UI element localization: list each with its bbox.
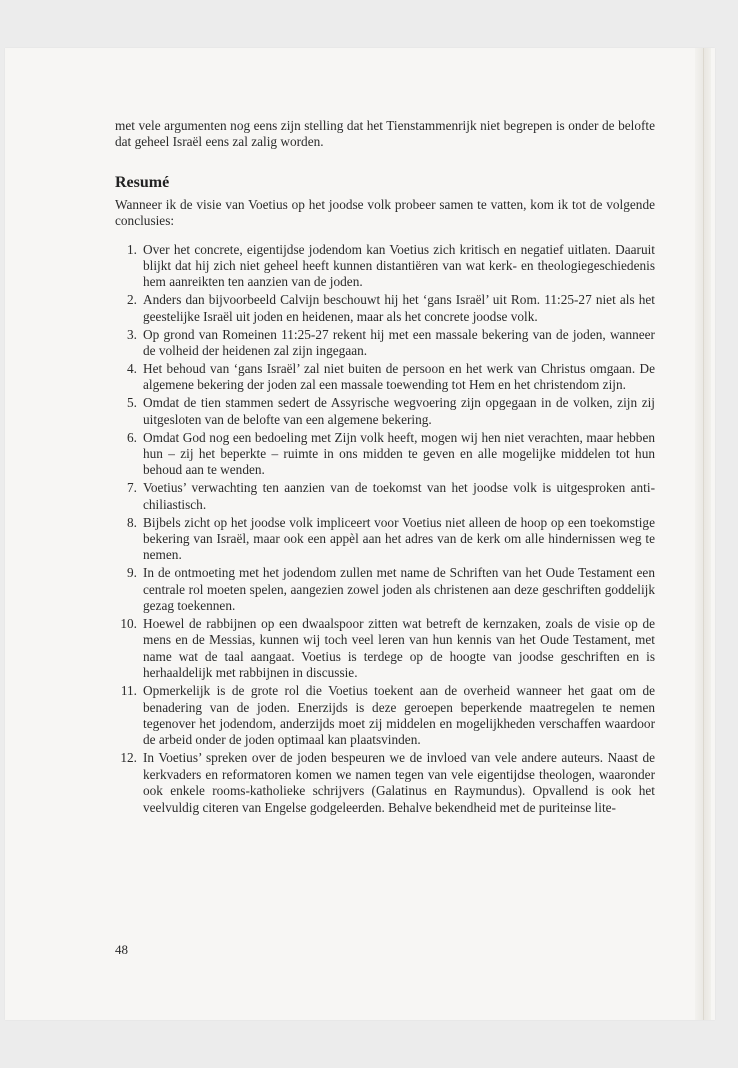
item-number: 11. <box>120 683 137 699</box>
list-item <box>115 565 655 614</box>
item-number: 5. <box>127 395 137 411</box>
list-item <box>115 430 655 479</box>
item-text: Op grond van Romeinen 11:25-27 rekent hij met een massale bekering van de joden, wanneer de volheid der heidenen zal zijn ingegaan. <box>143 326 655 359</box>
item-text: Voetius’ verwachting ten aanzien van de toekomst van het joodse volk is uitgesproken anti-chiliastisch. <box>143 480 655 512</box>
item-number: 6. <box>127 429 137 445</box>
list-item <box>115 327 655 360</box>
item-text: In Voetius’ spreken over de joden bespeuren we de invloed van vele andere auteurs. Naast de kerkvaders en reformatoren komen we namen tegen van vele eigentijdse theologen, waaronder ook enkele rooms-katholieke schrijvers (Galatinus en Raymundus). Opvallend is ook het veelvuldig citeren van Engelse godgeleerden. Behalve bekendheid met de puriteinse lite- <box>143 750 655 815</box>
list-item <box>115 395 655 428</box>
item-number: 4. <box>127 360 137 376</box>
list-item <box>115 242 655 291</box>
item-number: 7. <box>127 480 137 496</box>
item-number: 2. <box>127 292 137 308</box>
page-content <box>115 118 655 817</box>
item-number: 9. <box>127 565 137 581</box>
list-item <box>115 750 655 816</box>
item-text: In de ontmoeting met het jodendom zullen met name de Schriften van het Oude Testament een centrale rol moeten spelen, aangezien zowel joden als christenen aan deze geschriften goddelijk gezag toekennen. <box>143 565 655 614</box>
intro-paragraph: met vele argumenten nog eens zijn stelling dat het Tienstammenrijk niet begrepen is onder de belofte dat geheel Israël eens zal zalig worden. <box>115 118 655 150</box>
item-number: 8. <box>127 514 137 530</box>
item-text: Omdat God nog een bedoeling met Zijn volk heeft, mogen wij hen niet verachten, maar hebben hun – zij het beperkte – ruimte in ons midden te geven en alle mogelijke middelen tot hun behoud aan te wenden. <box>143 429 655 478</box>
page-number: 48 <box>115 942 128 957</box>
item-number: 10. <box>120 616 137 632</box>
list-item <box>115 616 655 682</box>
item-text: Hoewel de rabbijnen op een dwaalspoor zitten wat betreft de kernzaken, zoals de visie op de mens en de Messias, kunnen wij toch veel leren van hun kennis van het Oude Testament, met name wat de taal aangaat. Voetius is terdege op de hoogte van joodse geschriften en is herhaaldelijk met rabbijnen in discussie. <box>143 616 655 681</box>
list-item <box>115 683 655 749</box>
list-item <box>115 515 655 564</box>
lead-paragraph: Wanneer ik de visie van Voetius op het joodse volk probeer samen te vatten, kom ik tot de volgende conclusies: <box>115 196 655 229</box>
list-item <box>115 480 655 513</box>
conclusions-list <box>115 242 655 816</box>
item-text: Opmerkelijk is de grote rol die Voetius toekent aan de overheid wanneer het gaat om de benadering van de joden. Enerzijds is deze geroepen beperkende maatregelen te nemen tegenover het jodendom, anderzijds moet zij middelen en mogelijkheden verschaffen waardoor de arbeid onder de joden optimaal kan plaatsvinden. <box>143 683 655 748</box>
item-text: Het behoud van ‘gans Israël’ zal niet buiten de persoon en het werk van Christus omgaan. De algemene bekering der joden zal een massale toewending tot Hem en het christendom zijn. <box>143 360 655 393</box>
item-number: 3. <box>127 326 137 342</box>
item-text: Omdat de tien stammen sedert de Assyrische wegvoering zijn opgegaan in de volken, zijn zij uitgesloten van de belofte van een algemene bekering. <box>143 395 655 427</box>
book-edge-line <box>703 48 704 1020</box>
list-item <box>115 361 655 394</box>
list-item <box>115 292 655 325</box>
item-text: Bijbels zicht op het joodse volk impliceert voor Voetius niet alleen de hoop op een toekomstige bekering van Israël, maar ook een appèl aan het adres van de kerk om alle hindernissen weg te nemen. <box>143 514 655 563</box>
item-number: 12. <box>120 750 137 766</box>
item-text: Over het concrete, eigentijdse jodendom kan Voetius zich kritisch en negatief uitlaten. Daaruit blijkt dat hij zich niet geheel heeft kunnen distantiëren van wat kerk- en theologiegeschiedenis hem aanreikten ten aanzien van de joden. <box>143 241 655 290</box>
item-text: Anders dan bijvoorbeeld Calvijn beschouwt hij het ‘gans Israël’ uit Rom. 11:25-27 niet als het geestelijke Israël uit joden en heidenen, maar als het concrete joodse volk. <box>143 292 655 324</box>
item-number: 1. <box>127 241 137 257</box>
section-heading: Resumé <box>115 173 170 191</box>
